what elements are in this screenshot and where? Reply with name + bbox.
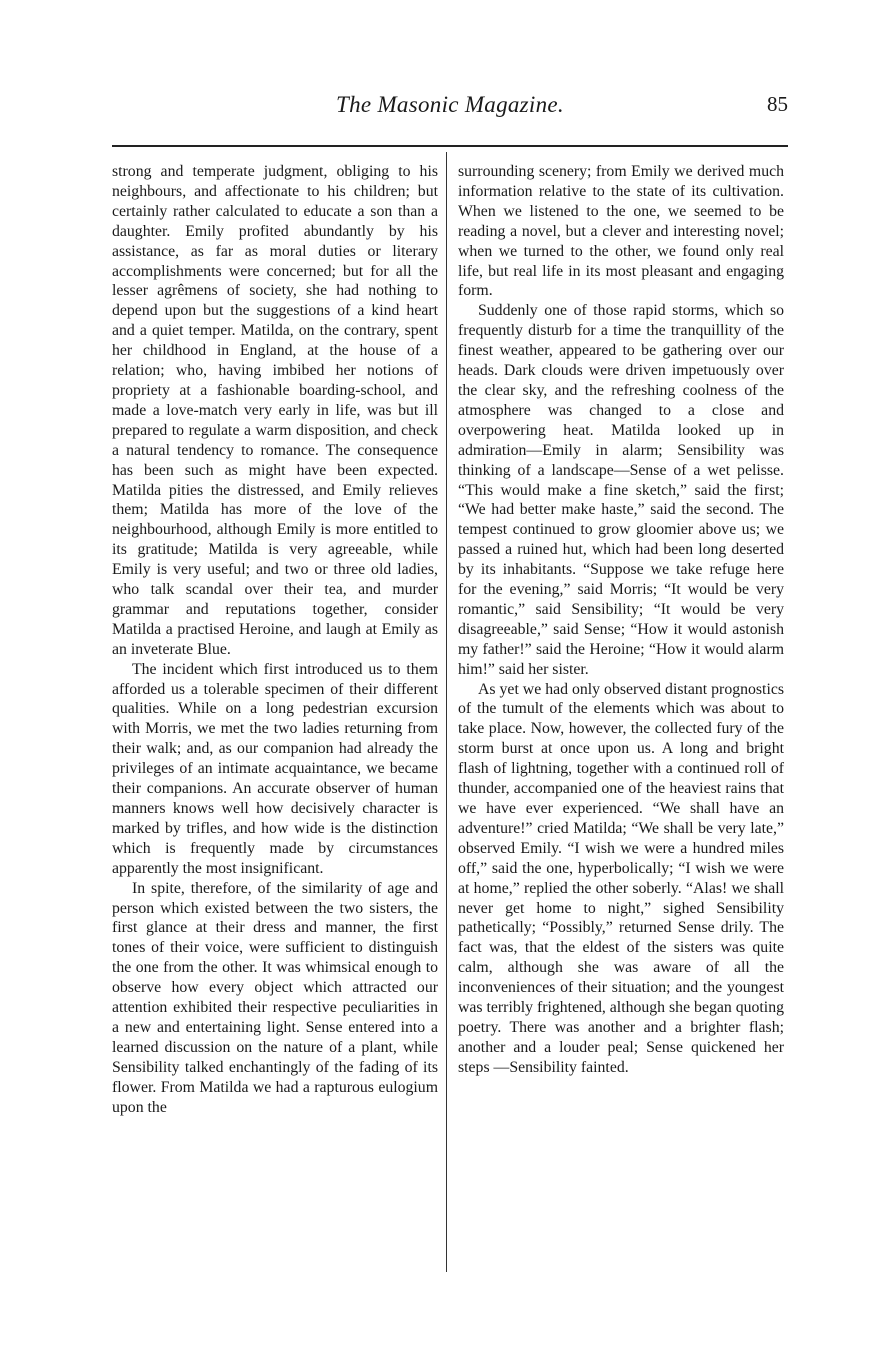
left-column [112, 162, 438, 1118]
paragraph: In spite, therefore, of the similarity of age and person which existed between the two sisters, the first glance at their dress and manner, the first tones of their voice, were sufficient to distinguish the one from the other. It was whimsical enough to observe how every object which attracted our attention exhibited their respective peculiarities in a new and entertaining light. Sense entered into a learned discussion on the nature of a plant, while Sensibility talked enchantingly of the fading of its flower. From Matilda we had a rapturous eulogium upon the [112, 879, 438, 1116]
journal-title: The Masonic Magazine. [336, 92, 564, 117]
running-header [112, 92, 788, 132]
paragraph: surrounding scenery; from Emily we derived much information relative to the state of its cultivation. When we listened to the one, we seemed to be reading a novel, but a clever and interesting novel; when we turned to the other, we found only real life, but real life in its most pleasant and engaging form. [458, 163, 784, 300]
paragraph: Suddenly one of those rapid storms, which so frequently disturb for a time the tranquillity of the finest weather, appeared to be gathering over our heads. Dark clouds were driven impetuously over the clear sky, and the refreshing coolness of the atmosphere was changed to a close and overpowering heat. Matilda looked up in admiration—Emily in alarm; Sensibility was thinking of a landscape—Sense of a wet pelisse. “This would make a fine sketch,” said the first; “We had better make haste,” said the second. The tempest continued to grow gloomier above us; we passed a ruined hut, which had been long deserted by its inhabitants. “Suppose we take refuge here for the evening,” said Morris; “It would be very romantic,” said Sensibility; “It would be very disagreeable,” said Sense; “How it would astonish my father!” said the Heroine; “How it would alarm him!” said her sister. [458, 302, 784, 678]
paragraph: strong and temperate judgment, obliging to his neighbours, and affectionate to his children; but certainly rather calculated to educate a son than a daughter. Emily profited abundantly by his assistance, as far as moral duties or literary accomplishments were concerned; but for all the lesser agrêmens of society, she had nothing to depend upon but the suggestions of a kind heart and a quiet temper. Matilda, on the contrary, spent her childhood in England, at the house of a relation; who, having imbibed her notions of propriety at a fashionable boarding-school, and made a love-match very early in life, was but ill prepared to regulate a warm disposition, and check a natural tendency to romance. The consequence has been such as might have been expected. Matilda pities the distressed, and Emily relieves them; Matilda has more of the love of the neighbourhood, although Emily is more entitled to its gratitude; Matilda is very agreeable, while Emily is very useful; and two or three old ladies, who talk scandal over their tea, and murder grammar and reputations together, consider Matilda a practised Heroine, and laugh at Emily as an inveterate Blue. [112, 163, 438, 658]
paragraph: The incident which first introduced us to them afforded us a tolerable specimen of their different qualities. While on a long pedestrian excursion with Morris, we met the two ladies returning from their walk; and, as our companion had already the privileges of an intimate acquaintance, we became their companions. An accurate observer of human manners knows well how decisively character is marked by trifles, and how wide is the distinction which is frequently made by circumstances apparently the most insignificant. [112, 660, 438, 877]
paragraph: As yet we had only observed distant prognostics of the tumult of the elements which was about to take place. Now, however, the collected fury of the storm burst at once upon us. A long and bright flash of lightning, together with a continued roll of thunder, accompanied one of the heaviest rains that we have ever experienced. “We shall have an adventure!” cried Matilda; “We shall be very late,” observed Emily. “I wish we were a hundred miles off,” said the one, hyperbolically; “I wish we were at home,” replied the other soberly. “Alas! we shall never get home to night,” sighed Sensibility pathetically; “Possibly,” returned Sense drily. The fact was, that the eldest of the sisters was quite calm, although she was aware of all the inconveniences of their situation; and the youngest was terribly frightened, although she began quoting poetry. There was another and a brighter flash; another and a louder peal; Sense quickened her steps —Sensibility fainted. [458, 680, 784, 1076]
header-rule [112, 145, 788, 147]
right-column [458, 162, 784, 1078]
column-divider [446, 152, 447, 1272]
page-number: 85 [767, 92, 788, 116]
